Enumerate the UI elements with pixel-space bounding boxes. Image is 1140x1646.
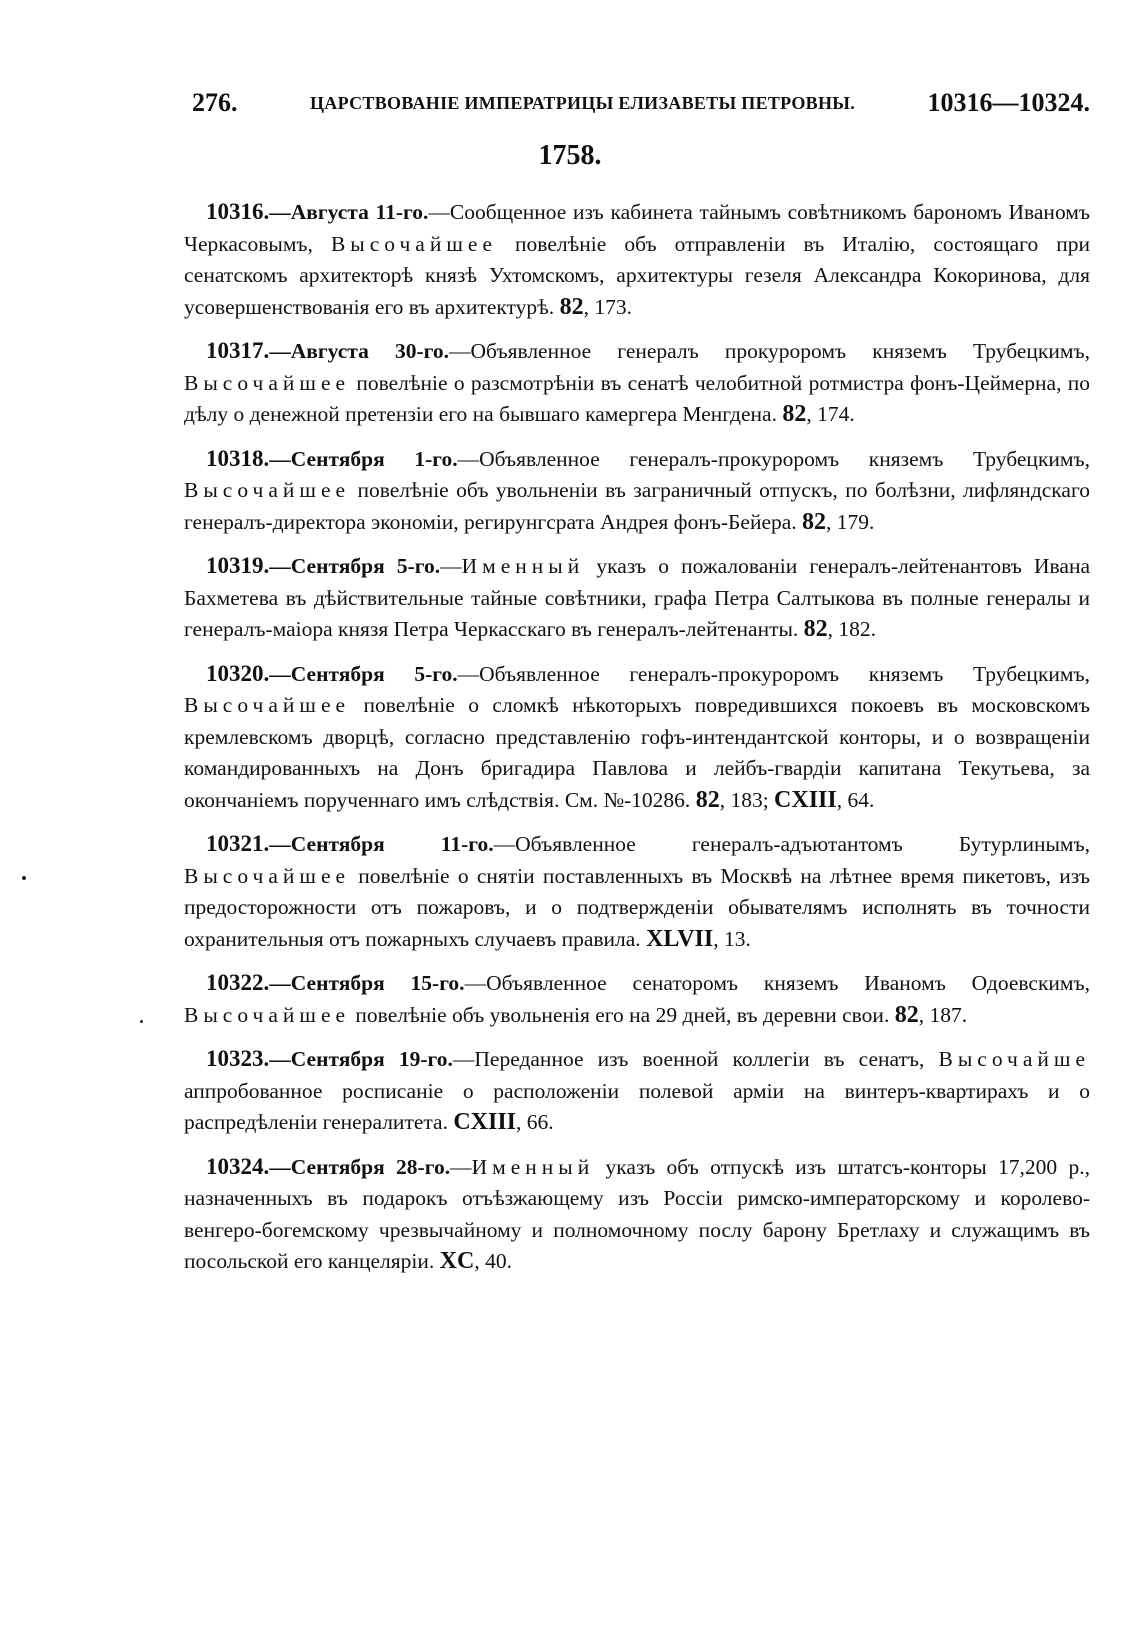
entry-volume-secondary: CXIII: [774, 786, 837, 813]
entry-number: 10322.: [206, 970, 270, 995]
entry-text: повелѣніе объ увольненіи въ заграничный отпускъ, по болѣзни, лифляндскаго генералъ-директора экономіи, регирунгсрата Андрея фонъ-Бейера.: [184, 478, 1090, 534]
entry-spaced-word: Высочайшее: [184, 693, 351, 717]
entry-date: —Сентября 5-го.: [269, 661, 458, 686]
entry-page: , 13.: [713, 926, 751, 951]
entry-text: —: [450, 1154, 472, 1179]
year-heading: 1758.: [538, 140, 602, 171]
entry-text: повелѣніе объ отправленіи въ Италію, состоящаго при сенатскомъ архитекторѣ князѣ Ухтомскомъ, архитектуры гезеля Александра Кокоринова, для усовершенствованія его въ архитектурѣ.: [184, 231, 1091, 319]
entry-number: 10323.: [206, 1046, 270, 1071]
entry-text: —Объявленное генералъ прокуроромъ княземъ Трубецкимъ,: [449, 339, 1090, 363]
entries-list: [184, 196, 1090, 1290]
entry-10317: [184, 335, 1090, 431]
running-title: ЦАРСТВОВАНІЕ ИМПЕРАТРИЦЫ ЕЛИЗАВЕТЫ ПЕТРОВНЫ.: [310, 93, 856, 113]
entry-text: повелѣніе о сломкѣ нѣкоторыхъ повредившихся покоевъ въ московскомъ кремлевскомъ дворцѣ, согласно представленію гофъ-интендантской конторы, и о возвращеніи командированныхъ на Донъ бригадира Павлова и лейбъ-гвардіи капитана Текутьева, за окончаніемъ порученнаго имъ слѣдствія. См. №-10286.: [184, 693, 1090, 812]
entry-text: —Объявленное генералъ-прокуроромъ княземъ Трубецкимъ,: [457, 661, 1090, 686]
entry-10320: [184, 658, 1090, 817]
entry-spaced-word: Высочайшее: [330, 231, 497, 256]
entry-spaced-word: Высочайше: [938, 1047, 1090, 1071]
entry-number: 10320.: [206, 660, 270, 686]
entry-text: указъ о пожалованіи генералъ-лейтенантовъ Ивана Бахметева въ дѣйствительные тайные совѣтники, графа Петра Салтыкова въ полные генералы и генералъ-маіора князя Петра Черкасскаго въ генералъ-лейтенанты.: [184, 554, 1090, 641]
entry-date: —Сентября 19-го.: [269, 1047, 453, 1071]
entry-volume: 82: [803, 616, 828, 642]
entry-text: повелѣніе объ увольненія его на 29 дней, въ деревни свои.: [350, 1002, 895, 1027]
scan-speck: [140, 1020, 143, 1023]
entry-date: —Сентября 15-го.: [269, 971, 465, 995]
entry-page: , 66.: [516, 1110, 554, 1134]
entry-10323: [184, 1043, 1090, 1139]
entry-page: , 182.: [827, 617, 877, 641]
entry-10319: [184, 550, 1090, 646]
entry-spaced-word: Высочайшее: [184, 370, 351, 395]
entry-text: —Объявленное сенаторомъ княземъ Иваномъ Одоевскимъ,: [464, 971, 1090, 995]
entry-number: 10324.: [206, 1153, 270, 1179]
entry-page: , 173.: [583, 294, 632, 319]
entry-text: повелѣніе о снятіи поставленныхъ въ Москвѣ на лѣтнее время пикетовъ, изъ предосторожности отъ пожаровъ, и о подтвержденіи обывателямъ исполнять въ точности охранительныя отъ пожарныхъ случаевъ правила.: [184, 863, 1090, 951]
entry-text: повелѣніе о разсмотрѣніи въ сенатѣ челобитной ротмистра фонъ-Цеймерна, по дѣлу о денежной претензіи его на бывшаго камергера Менгдена.: [184, 370, 1090, 426]
entry-spaced-word: Именный: [461, 554, 585, 578]
entry-number: 10318.: [206, 445, 270, 471]
entry-number: 10319.: [206, 553, 270, 578]
entry-volume: 82: [782, 401, 807, 427]
entry-10318: [184, 443, 1090, 539]
entry-page: , 179.: [826, 509, 875, 534]
entry-range: 10316—10324.: [927, 88, 1090, 117]
entry-volume: 82: [802, 508, 827, 535]
page-header: [192, 88, 1090, 128]
entry-volume: 82: [894, 1001, 919, 1028]
entry-volume: 82: [695, 786, 720, 813]
entry-date: —Сентября 1-го.: [269, 446, 458, 471]
entry-date: —Августа 11-го.: [269, 200, 429, 224]
entry-volume: CXIII: [453, 1109, 517, 1135]
entry-text: —Сообщенное изъ кабинета тайнымъ совѣтникомъ барономъ Иваномъ Черкасовымъ,: [184, 200, 1091, 256]
entry-text: аппробованное росписаніе о расположеніи полевой арміи на винтеръ-квартирахъ и о распредѣленіи генералитета.: [184, 1078, 1090, 1134]
entry-page-secondary: , 64.: [836, 787, 875, 812]
entry-text: —Объявленное генералъ-адъютантомъ Бутурлинымъ,: [493, 832, 1090, 856]
scan-speck: [22, 876, 26, 880]
entry-date: —Августа 30-го.: [269, 339, 450, 363]
entry-page: , 183;: [719, 787, 775, 812]
entry-volume: 82: [559, 293, 584, 320]
entry-spaced-word: Именный: [471, 1154, 595, 1179]
entry-10324: [184, 1151, 1090, 1278]
entry-number: 10316.: [206, 199, 270, 224]
entry-date: —Сентября 11-го.: [269, 832, 494, 856]
entry-10321: [184, 828, 1090, 955]
entry-volume: XLVII: [646, 925, 714, 952]
entry-date: —Сентября 28-го.: [269, 1154, 451, 1179]
entry-text: —Переданное изъ военной коллегіи въ сенатъ,: [452, 1047, 939, 1071]
entry-page: , 174.: [806, 402, 855, 426]
entry-number: 10317.: [206, 338, 270, 363]
entry-page: , 40.: [474, 1249, 512, 1273]
entry-text: —: [440, 554, 462, 578]
entry-spaced-word: Высочайшее: [184, 1002, 351, 1027]
entry-spaced-word: Высочайшее: [184, 478, 351, 502]
page-number: 276.: [192, 88, 238, 117]
entry-number: 10321.: [206, 831, 270, 856]
entry-text: —Объявленное генералъ-прокуроромъ княземъ Трубецкимъ,: [457, 446, 1090, 471]
entry-date: —Сентября 5-го.: [269, 554, 441, 578]
entry-10322: [184, 967, 1090, 1031]
entry-10316: [184, 196, 1090, 323]
entry-volume: XC: [439, 1248, 475, 1274]
entry-text: указъ объ отпускѣ изъ штатсъ-конторы 17,200 р., назначенныхъ въ подарокъ отъѣзжающему изъ Россіи римско-императорскому и королево-венгеро-богемскому чрезвычайному и полномочному послу барону Бретлаху и служащимъ въ посольской его канцеляріи.: [184, 1154, 1090, 1273]
entry-spaced-word: Высочайшее: [184, 863, 351, 888]
entry-page: , 187.: [918, 1002, 968, 1027]
